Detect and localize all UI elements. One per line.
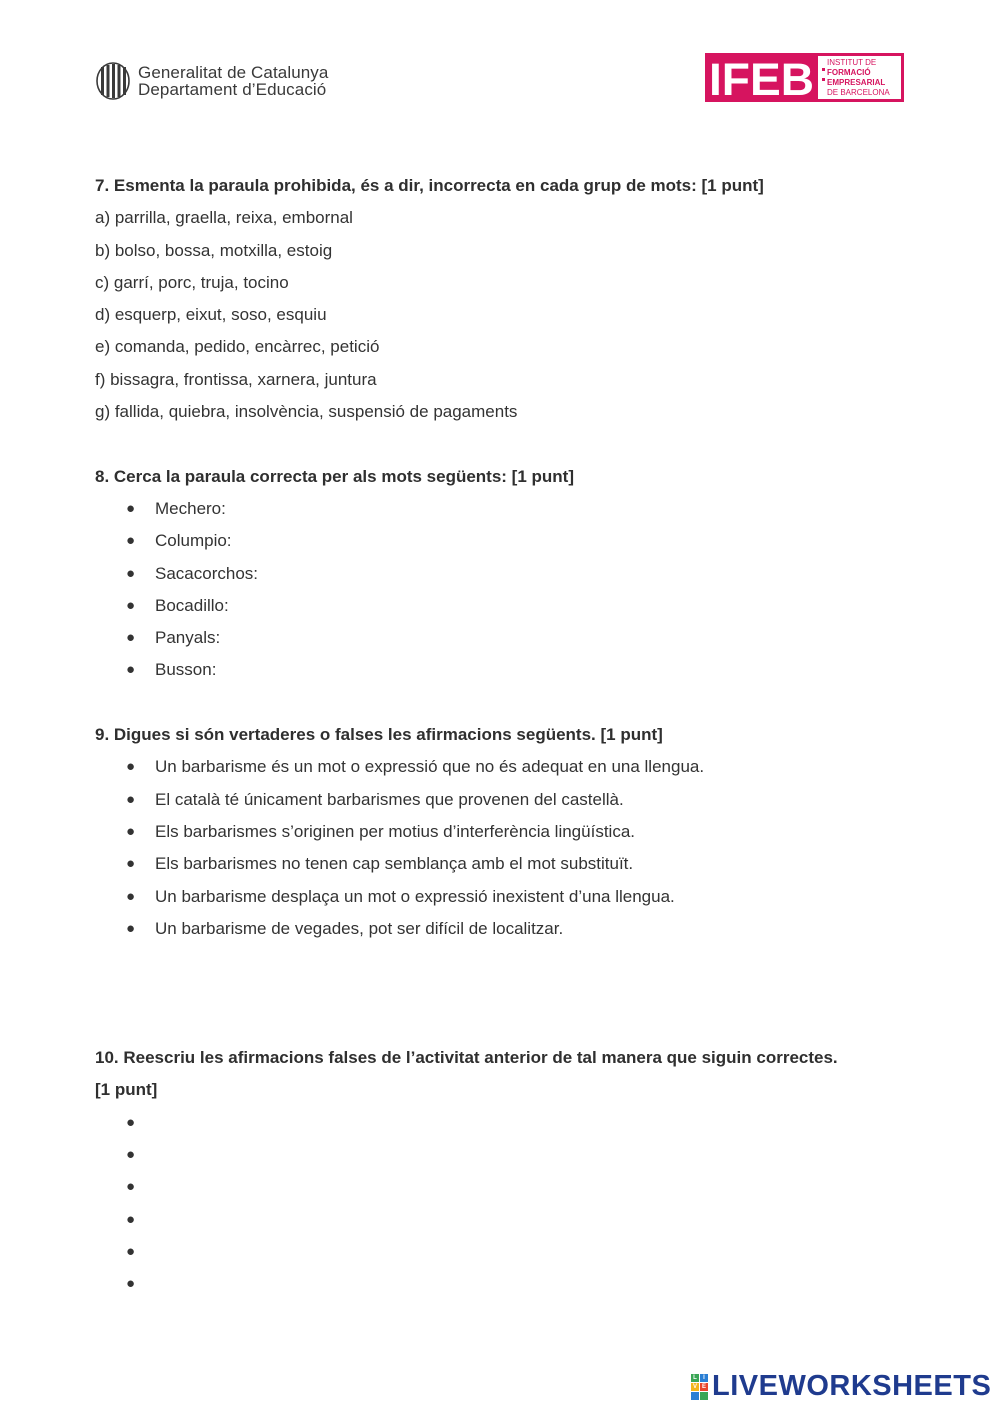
gencat-stripes-icon: [96, 62, 130, 100]
q10-answer-bullet[interactable]: [95, 1107, 925, 1139]
q8-item: [95, 493, 925, 525]
q9-item-text: Els barbarismes s’originen per motius d’interferència lingüística.: [155, 821, 635, 841]
grid-letter-i: I: [700, 1374, 708, 1382]
q8-item: [95, 590, 925, 622]
q10-title-points: [1 punt]: [95, 1080, 158, 1100]
grid-letter-e: E: [701, 1383, 706, 1390]
gencat-line1: Generalitat de Catalunya: [138, 63, 329, 82]
q7-item-g: g) fallida, quiebra, insolvència, suspensió de pagaments: [95, 402, 518, 422]
q9-item: [95, 751, 925, 783]
bullet-icon: ●: [126, 822, 136, 840]
bullet-icon: ●: [126, 887, 136, 905]
liveworksheets-brand: LIVEWORKSHEETS: [712, 1370, 992, 1402]
gencat-line2: Departament d’Educació: [138, 80, 327, 99]
q7-item-d: d) esquerp, eixut, soso, esquiu: [95, 305, 327, 325]
bullet-icon: ●: [126, 661, 136, 679]
bullet-icon: ●: [126, 596, 136, 614]
q10-answer-bullet[interactable]: [95, 1236, 925, 1268]
liveworksheets-logo[interactable]: [691, 1370, 991, 1403]
q7-item-c: c) garrí, porc, truja, tocino: [95, 272, 289, 292]
q8-item: [95, 558, 925, 590]
q8-item-label: Panyals:: [155, 628, 221, 648]
bullet-icon: ●: [126, 1113, 136, 1131]
bullet-icon: ●: [126, 919, 136, 937]
bullet-icon: ●: [126, 1210, 136, 1228]
q7-item-b: b) bolso, bossa, motxilla, estoig: [95, 240, 333, 260]
q9-item: [95, 848, 925, 880]
bullet-icon: ●: [126, 499, 136, 517]
q8-item-label: Columpio:: [155, 531, 232, 551]
grid-letter-v: V: [692, 1383, 697, 1390]
q9-item-text: Un barbarisme és un mot o expressió que no és adequat en una llengua.: [155, 757, 705, 777]
q7-item-f: f) bissagra, frontissa, xarnera, juntura: [95, 369, 377, 389]
grid-letter-l: L: [691, 1374, 699, 1382]
q9-item: [95, 816, 925, 848]
q10-title: 10. Reescriu les afirmacions falses de l’activitat anterior de tal manera que siguin correctes.: [95, 1048, 838, 1068]
q7-title: 7. Esmenta la paraula prohibida, és a dir, incorrecta en cada grup de mots: [1 punt]: [95, 176, 764, 195]
q10-answer-bullet[interactable]: [95, 1268, 925, 1300]
q9-item-text: Els barbarismes no tenen cap semblança amb el mot substituït.: [155, 854, 634, 874]
q10-answer-bullet[interactable]: [95, 1139, 925, 1171]
q10-answer-bullet[interactable]: [95, 1204, 925, 1236]
ifeb-line-1: INSTITUT DE: [827, 58, 877, 67]
gencat-logo: [96, 62, 328, 100]
q8-item: [95, 622, 925, 654]
q9-title: 9. Digues si són vertaderes o falses les afirmacions següents. [1 punt]: [95, 725, 663, 745]
bullet-icon: ●: [126, 1146, 136, 1164]
ifeb-mark: IFEB: [709, 54, 814, 102]
q9-item: [95, 784, 925, 816]
q8-item-label: Sacacorchos:: [155, 563, 258, 583]
q8-item-label: Mechero:: [155, 498, 226, 518]
q8-item: [95, 525, 925, 557]
worksheet-content: [95, 170, 925, 1301]
q9-item-text: Un barbarisme de vegades, pot ser difícil de localitzar.: [155, 918, 564, 938]
q8-title: 8. Cerca la paraula correcta per als mots següents: [1 punt]: [95, 466, 574, 486]
bullet-icon: ●: [126, 629, 136, 647]
liveworksheets-grid-icon: [691, 1374, 708, 1400]
bullet-icon: ●: [126, 1178, 136, 1196]
q9-item: [95, 881, 925, 913]
q7-item-a: a) parrilla, graella, reixa, embornal: [95, 208, 353, 228]
bullet-icon: ●: [126, 855, 136, 873]
q9-item-text: Un barbarisme desplaça un mot o expressió inexistent d’una llengua.: [155, 886, 675, 906]
q8-item-label: Busson:: [155, 660, 217, 680]
q10-answer-bullet[interactable]: [95, 1171, 925, 1203]
q7-item-e: e) comanda, pedido, encàrrec, petició: [95, 337, 380, 357]
q8-item: [95, 654, 925, 686]
bullet-icon: ●: [126, 564, 136, 582]
q9-item-text: El català té únicament barbarismes que provenen del castellà.: [155, 789, 624, 809]
q9-item: [95, 913, 925, 945]
bullet-icon: ●: [126, 532, 136, 550]
ifeb-line-3: EMPRESARIAL: [827, 78, 886, 87]
q8-item-label: Bocadillo:: [155, 595, 229, 615]
ifeb-logo: [705, 53, 904, 102]
bullet-icon: ●: [126, 1275, 136, 1293]
bullet-icon: ●: [126, 790, 136, 808]
bullet-icon: ●: [126, 1242, 136, 1260]
ifeb-line-4: DE BARCELONA: [827, 88, 890, 97]
ifeb-line-2: FORMACIÓ: [827, 68, 871, 77]
bullet-icon: ●: [126, 758, 136, 776]
